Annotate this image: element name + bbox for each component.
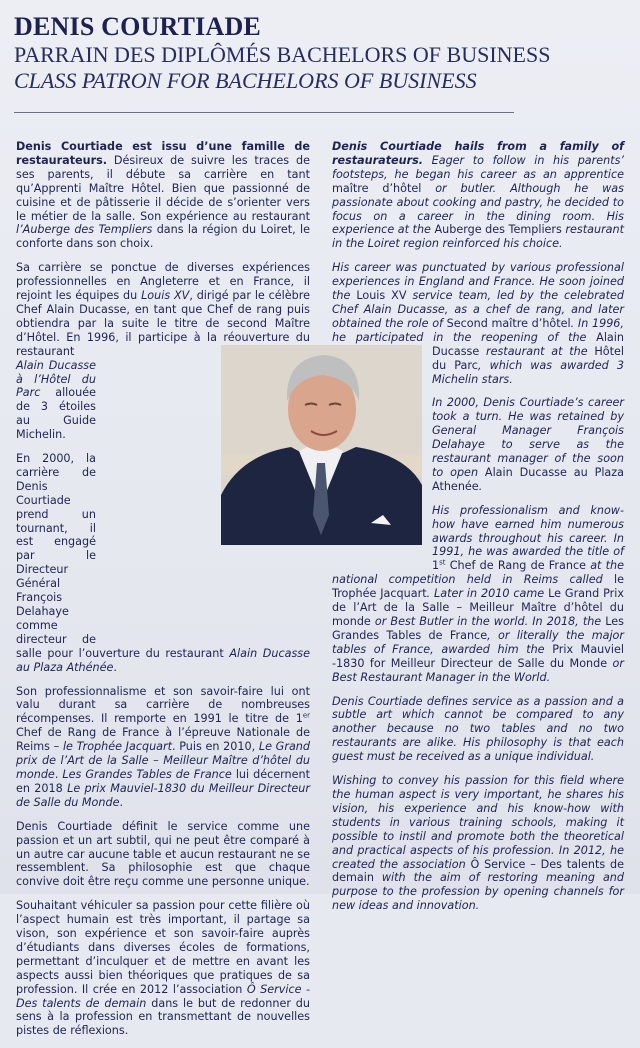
upright-term: Louis XV xyxy=(356,289,407,303)
upright-term: Le Grand Prix de l’Art de la Salle – Meilleur Maître d’hôtel du monde xyxy=(332,587,624,628)
english-paragraph-1 xyxy=(332,140,624,251)
text: . Puis en 2010, xyxy=(172,740,259,754)
text: . xyxy=(478,479,483,493)
text: Denis Courtiade defines service as a passion and a subtle art which cannot be compared to any another because no two tables and no two restaurants are alike. His philosophy is that each guest must be received as a unique individual. xyxy=(332,694,624,764)
subtitle-english: CLASS PATRON FOR BACHELORS OF BUSINESS xyxy=(14,68,477,93)
french-paragraph-4 xyxy=(16,685,310,810)
text: His professionalism and know-how have earned him numerous awards throughout his career. In 1991, he was awarded the title of xyxy=(432,503,624,559)
upright-term: Alain Ducasse xyxy=(432,330,624,358)
header xyxy=(14,12,614,94)
text: Chef de Rang de France à l’épreuve Nationale de Reims – xyxy=(16,726,310,754)
text: restaurant in the Loiret region reinforced his choice. xyxy=(332,223,625,251)
emphasis: Louis XV xyxy=(141,289,190,303)
text: with the aim of restoring meaning and purpose to the profession by opening channels for new ideas and innovation. xyxy=(332,871,624,913)
text: En 2000, la carrière de Denis Courtiade prend un tournant, il est engagé par le Directeur Général François Delahaye comme directeur de salle pour l’ouverture du restaurant xyxy=(16,452,230,660)
french-paragraph-1 xyxy=(16,140,310,251)
text: service team, led by the celebrated Chef Alain Ducasse, as a chef de rang, and later obtained the role of xyxy=(332,289,624,330)
upright-term: Auberge des Templiers xyxy=(434,223,562,237)
header-divider xyxy=(14,112,514,113)
french-paragraph-6 xyxy=(16,899,310,1038)
text: lui décernent en 2018 xyxy=(16,767,310,795)
superscript: er xyxy=(302,711,310,720)
text: restaurant at the xyxy=(479,344,595,358)
text: . xyxy=(119,795,124,809)
text: Wishing to convey his passion for this field where the human aspect is very important, he shares his vision, his experience and his know-how with students in various training schools, making it possible to instil and promote both the theoretical and practical aspects of his profession. In 2012, he created the association xyxy=(332,774,624,871)
english-paragraph-5 xyxy=(332,695,624,765)
text: Sa carrière se ponctue de diverses expériences professionnelles en Angleterre et en France, il rejoint les équipes du xyxy=(16,261,310,303)
portrait-illustration xyxy=(221,345,422,545)
upright-term: Ô Service – Des talents de demain xyxy=(332,857,624,885)
text: Eager to follow in his parents’ footsteps, he began his career as an apprentice xyxy=(332,153,624,181)
upright-term: Chef de Rang de France xyxy=(445,559,586,573)
emphasis: Le prix Mauviel-1830 du Meilleur Directeur de Salle du Monde xyxy=(16,781,310,809)
emphasis: Les Grandes Tables de France xyxy=(62,767,232,781)
french-column xyxy=(16,140,310,1048)
text: Souhaitant véhiculer sa passion pour cette filière où l’aspect humain est très important, il partage sa vison, son expérience et son savoir-faire auprès d’étudiants dans diverses écoles de formations, permettant d’inculquer et de mettre en avant les aspects aussi bien théoriques que pratiques de sa profession. Il crée en 2012 l’association xyxy=(16,899,310,996)
upright-term: Prix Mauviel -1830 for Meilleur Directeur de Salle du Monde xyxy=(332,642,624,670)
emphasis: Ô Service - Des talents de demain xyxy=(16,982,310,1010)
upright-term: Second maître d’hôtel xyxy=(446,316,571,330)
portrait-photo xyxy=(221,345,422,545)
text: , or literally the major tables of France, awarded him the xyxy=(332,628,624,656)
text: dans la région du Loiret, le conforte dans son choix. xyxy=(16,223,310,251)
emphasis: l’Auberge des Templiers xyxy=(16,223,153,237)
person-name: DENIS COURTIADE xyxy=(14,12,261,41)
text: dans le but de redonner du sens à la profession en transmettant de nouvelles pistes de réflexions. xyxy=(16,996,310,1038)
text: at the national competition held in Reims called xyxy=(332,559,625,587)
upright-term: Les Grandes Tables de France xyxy=(332,615,624,642)
text: , dirigé par le célèbre Chef Alain Ducasse, en tant que Chef de rang puis obtiendra par la suite le titre de second Maître d’Hôtel. En 1996, il participe à la réouverture du restaurant xyxy=(16,289,310,358)
upright-term: Alain Ducasse au Plaza Athenée xyxy=(432,465,625,493)
superscript: st xyxy=(439,558,446,567)
upright-term: le Trophée Jacquart xyxy=(332,573,624,601)
text: . Later in 2010 came xyxy=(426,587,549,601)
lead-text: Denis Courtiade est issu d’une famille de restaurateurs. xyxy=(16,140,310,167)
text: In 2000, Denis Courtiade’s career took a turn. He was retained by General Manager François Delahaye to serve as the restaurant manager of the soon to open xyxy=(432,396,624,479)
emphasis: Le Grand prix de l’Art de la Salle – Meilleur Maître d’hôtel du monde xyxy=(16,740,310,781)
text: or Best Butler in the world. In 2018, the xyxy=(370,615,606,628)
text: . In 1996, he participated in the reopening of the xyxy=(332,316,624,344)
text: or Best Restaurant Manager in the World. xyxy=(332,656,624,684)
lead-text: Denis Courtiade hails from a family of restaurateurs. xyxy=(332,140,624,167)
french-paragraph-5 xyxy=(16,820,310,890)
text: Denis Courtiade définit le service comme une passion et un art subtil, qui ne peut être comparé à un autre car aucune table et aucun restaurant ne se ressemblent. Sa philosophie est que chaque convive doit être reçu comme une personne unique. xyxy=(16,819,310,889)
text: . xyxy=(113,660,117,674)
text: allouée de 3 étoiles au Guide Michelin. xyxy=(16,386,96,442)
text: , which was awarded 3 Michelin stars. xyxy=(432,358,624,386)
text: or butler. Although he was passionate about cooking and pastry, he decided to focus on a career in the dining room. His experience at the xyxy=(332,181,624,237)
text: Son professionnalisme et son savoir-faire lui ont valu durant sa carrière de nombreuses récompenses. Il remporte en 1991 le titre de 1 xyxy=(16,684,310,726)
emphasis: Alain Ducasse à l’Hôtel du Parc xyxy=(16,358,96,400)
emphasis: le Trophée Jacquart xyxy=(62,740,173,754)
upright-term: Hôtel du Parc xyxy=(432,344,624,372)
text: Désireux de suivre les traces de ses parents, il débute sa carrière en tant qu’Apprenti Maître Hôtel. Bien que passionné de cuisine et de pâtisserie il décide de s’orienter vers le métier de la salle. Son expérience au restaurant xyxy=(16,153,310,223)
upright-term: maître d’hôtel xyxy=(332,181,422,195)
emphasis: Alain Ducasse au Plaza Athénée xyxy=(16,646,311,674)
text: . xyxy=(54,767,63,781)
upright-term: 1 xyxy=(432,559,440,573)
subtitle-french: PARRAIN DES DIPLÔMÉS BACHELORS OF BUSINESS xyxy=(14,42,551,67)
text: His career was punctuated by various professional experiences in England and France. He soon joined the xyxy=(332,261,624,303)
english-paragraph-6 xyxy=(332,774,624,913)
